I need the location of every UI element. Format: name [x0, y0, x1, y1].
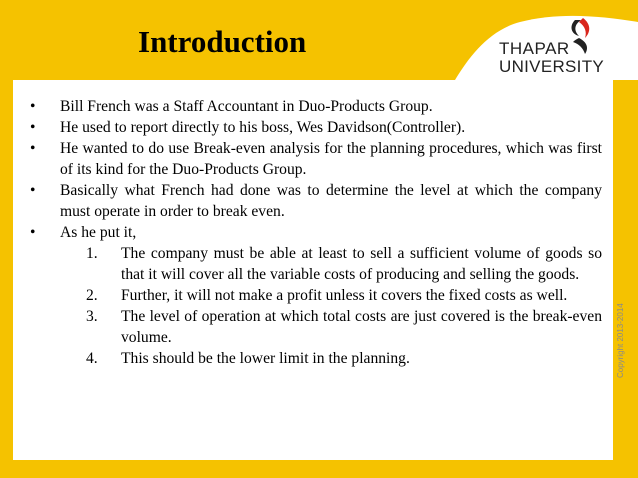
numbered-item [86, 306, 602, 348]
bullet-item [30, 96, 602, 117]
bullet-text: Basically what French had done was to determine the level at which the company must operate in order to break even. [60, 182, 602, 220]
slide-content [30, 96, 602, 369]
bullet-item [30, 180, 602, 222]
item-number: 1. [86, 245, 98, 262]
logo-line-thapar: THAPAR [499, 39, 570, 58]
slide-title: Introduction [138, 24, 307, 59]
numbered-text: The company must be able at least to sell a sufficient volume of goods so that it will cover all the variable costs of producing and selling the goods. [121, 245, 602, 283]
bullet-item [30, 222, 602, 369]
numbered-list [60, 243, 602, 369]
item-number: 3. [86, 308, 98, 325]
item-number: 2. [86, 287, 98, 304]
bullet-text: As he put it, [60, 224, 137, 241]
bullet-item [30, 117, 602, 138]
university-logo [499, 40, 604, 76]
numbered-text: Further, it will not make a profit unless it covers the fixed costs as well. [121, 287, 568, 304]
bullet-text: Bill French was a Staff Accountant in Duo-Products Group. [60, 98, 433, 115]
copyright-text: Copyright 2013-2014 [616, 303, 625, 378]
bullet-list [30, 96, 602, 369]
logo-line-university: UNIVERSITY [499, 57, 605, 76]
numbered-item [86, 348, 602, 369]
numbered-text: This should be the lower limit in the planning. [121, 350, 410, 367]
item-number: 4. [86, 350, 98, 367]
bullet-item [30, 138, 602, 180]
numbered-item [86, 285, 602, 306]
numbered-item [86, 243, 602, 285]
numbered-text: The level of operation at which total costs are just covered is the break-even volume. [121, 308, 602, 346]
bullet-text: He wanted to do use Break-even analysis for the planning procedures, which was first of its kind for the Duo-Products Group. [60, 140, 602, 178]
bullet-text: He used to report directly to his boss, Wes Davidson(Controller). [60, 119, 466, 136]
